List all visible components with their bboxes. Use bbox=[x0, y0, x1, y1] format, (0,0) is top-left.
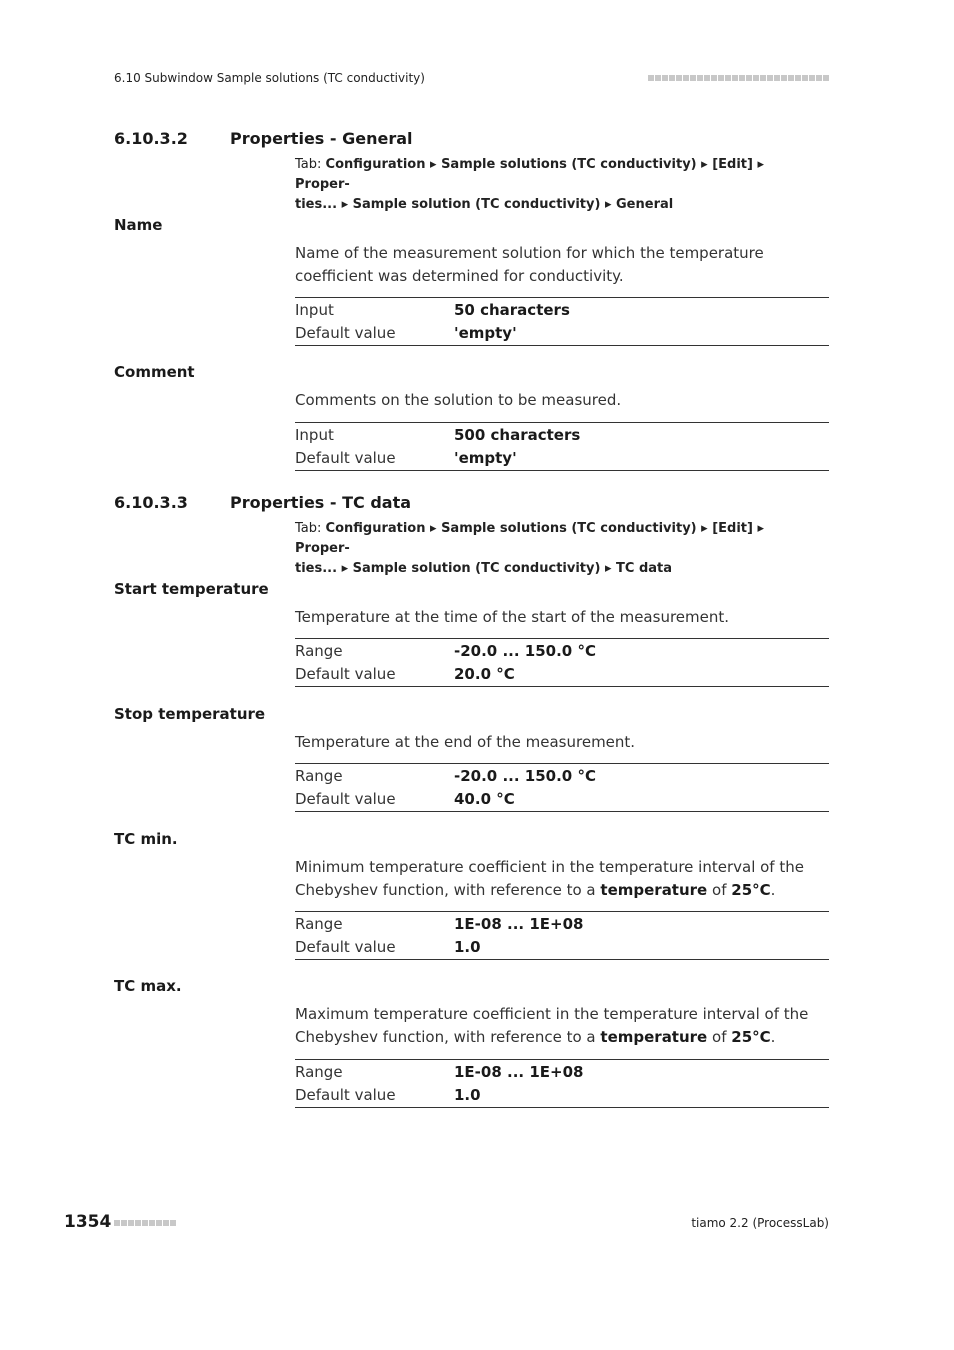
tab-prefix: Tab: bbox=[295, 157, 322, 172]
footer-decoration bbox=[114, 1220, 176, 1226]
param-comment-description: Comments on the solution to be measured. bbox=[295, 391, 622, 409]
row-key: Default value bbox=[295, 664, 396, 683]
row-value: 500 characters bbox=[454, 426, 581, 445]
param-name-table bbox=[295, 297, 829, 346]
param-tc-min-description: Minimum temperature coefficient in the temperature interval of the Chebyshev function, with reference to a temperature of 25°C. bbox=[295, 858, 804, 899]
row-value: 40.0 °C bbox=[454, 789, 515, 808]
param-tc-min-heading: TC min. bbox=[114, 830, 178, 848]
param-stop-temperature-description: Temperature at the end of the measurement. bbox=[295, 733, 636, 751]
running-header: 6.10 Subwindow Sample solutions (TC conductivity) bbox=[114, 71, 425, 85]
tab-prefix: Tab: bbox=[295, 521, 322, 536]
tab-path bbox=[295, 155, 815, 215]
table-row bbox=[295, 913, 829, 936]
row-key: Default value bbox=[295, 323, 396, 342]
param-start-temperature-description: Temperature at the time of the start of the measurement. bbox=[295, 608, 730, 626]
row-key: Default value bbox=[295, 937, 396, 956]
table-row bbox=[295, 1084, 829, 1107]
row-value: 1.0 bbox=[454, 937, 481, 956]
param-tc-max-table bbox=[295, 1059, 829, 1108]
header-decoration bbox=[648, 75, 829, 81]
table-row bbox=[295, 765, 829, 788]
param-name-heading: Name bbox=[114, 216, 163, 234]
row-key: Input bbox=[295, 426, 334, 445]
row-value: 'empty' bbox=[454, 323, 517, 342]
param-name-description: Name of the measurement solution for which the temperature coefficient was determined for conductivity. bbox=[295, 244, 764, 285]
section-title: Properties - General bbox=[230, 129, 413, 148]
tab-path bbox=[295, 519, 815, 579]
table-row bbox=[295, 936, 829, 959]
row-value: 'empty' bbox=[454, 448, 517, 467]
tab-path-line2: ties... ▸ Sample solution (TC conductivity) ▸ TC data bbox=[295, 561, 673, 576]
table-row bbox=[295, 1061, 829, 1084]
page-number: 1354 bbox=[64, 1212, 112, 1232]
row-value: 50 characters bbox=[454, 301, 570, 320]
row-key: Range bbox=[295, 767, 343, 786]
row-key: Range bbox=[295, 1063, 343, 1082]
section-number: 6.10.3.2 bbox=[114, 129, 188, 148]
row-key: Default value bbox=[295, 789, 396, 808]
param-comment-table bbox=[295, 422, 829, 471]
tab-path-line2: ties... ▸ Sample solution (TC conductivity) ▸ General bbox=[295, 197, 674, 212]
row-value: -20.0 ... 150.0 °C bbox=[454, 642, 596, 661]
table-row bbox=[295, 299, 829, 322]
tab-path-line1: Configuration ▸ Sample solutions (TC conductivity) ▸ [Edit] ▸ Proper- bbox=[295, 521, 764, 556]
table-row bbox=[295, 640, 829, 663]
section-number: 6.10.3.3 bbox=[114, 493, 188, 512]
param-start-temperature-table bbox=[295, 638, 829, 687]
table-row bbox=[295, 322, 829, 345]
table-row bbox=[295, 663, 829, 686]
param-tc-max-description: Maximum temperature coefficient in the temperature interval of the Chebyshev function, with reference to a temperature of 25°C. bbox=[295, 1005, 809, 1046]
param-tc-max-heading: TC max. bbox=[114, 977, 182, 995]
row-key: Default value bbox=[295, 1085, 396, 1104]
row-value: 20.0 °C bbox=[454, 664, 515, 683]
row-value: 1.0 bbox=[454, 1085, 481, 1104]
tab-path-line1: Configuration ▸ Sample solutions (TC conductivity) ▸ [Edit] ▸ Proper- bbox=[295, 157, 764, 192]
footer-product: tiamo 2.2 (ProcessLab) bbox=[691, 1216, 829, 1230]
param-start-temperature-heading: Start temperature bbox=[114, 580, 269, 598]
row-value: 1E-08 ... 1E+08 bbox=[454, 1063, 584, 1082]
row-key: Range bbox=[295, 915, 343, 934]
row-key: Input bbox=[295, 301, 334, 320]
row-value: 1E-08 ... 1E+08 bbox=[454, 915, 584, 934]
table-row bbox=[295, 424, 829, 447]
param-stop-temperature-table bbox=[295, 763, 829, 812]
param-tc-min-table bbox=[295, 911, 829, 960]
section-title: Properties - TC data bbox=[230, 493, 412, 512]
param-stop-temperature-heading: Stop temperature bbox=[114, 705, 266, 723]
row-value: -20.0 ... 150.0 °C bbox=[454, 767, 596, 786]
row-key: Default value bbox=[295, 448, 396, 467]
table-row bbox=[295, 788, 829, 811]
row-key: Range bbox=[295, 642, 343, 661]
table-row bbox=[295, 447, 829, 470]
param-comment-heading: Comment bbox=[114, 363, 195, 381]
